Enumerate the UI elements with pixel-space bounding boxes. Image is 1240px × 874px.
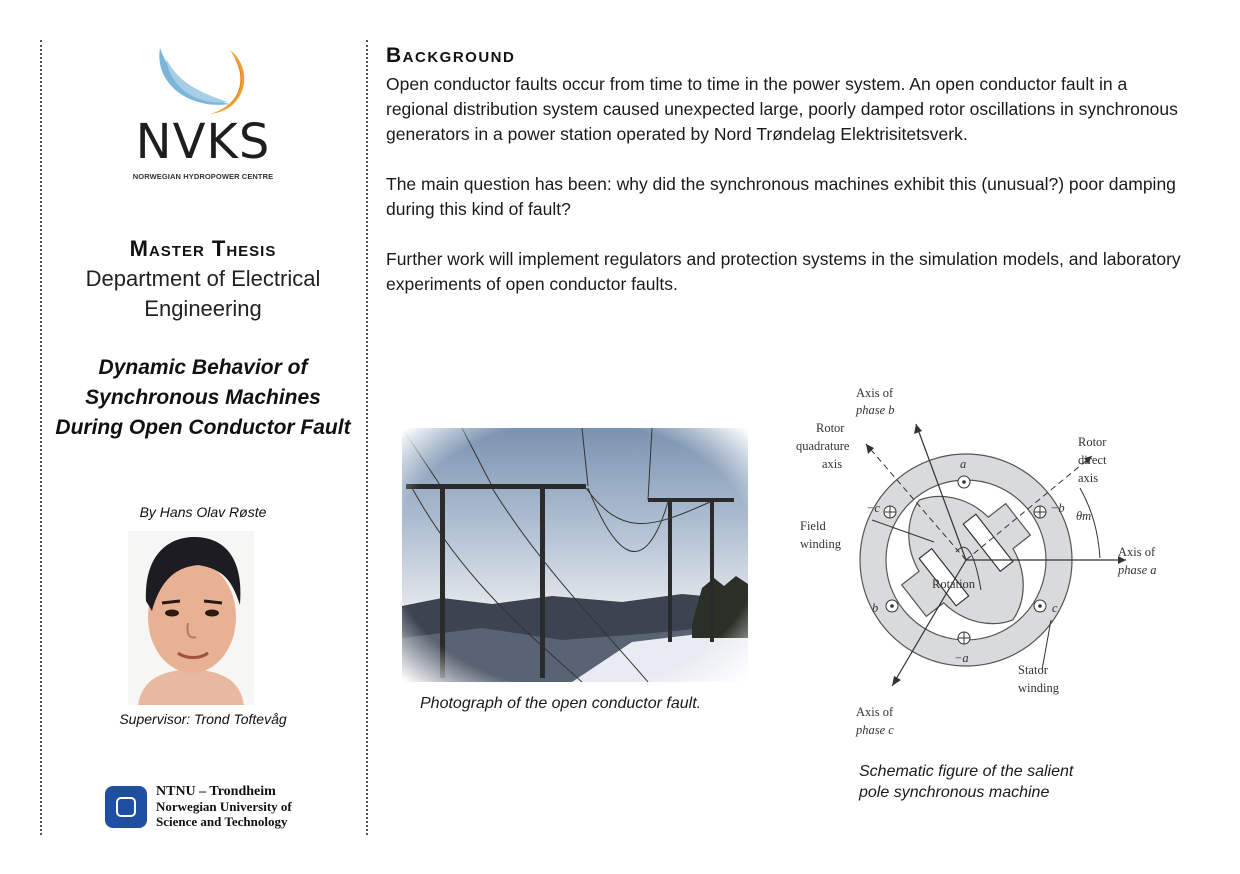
label-coil-neg-a: −a	[954, 651, 969, 665]
photo-caption: Photograph of the open conductor fault.	[420, 695, 702, 712]
label-rotor-q: quadrature	[796, 439, 850, 453]
ntnu-logo-icon	[105, 786, 147, 828]
label-field: winding	[800, 537, 841, 551]
machine-schematic	[796, 380, 1186, 740]
nvks-subtitle: NORWEGIAN HYDROPOWER CENTRE	[132, 172, 274, 181]
label-rotor-d: direct	[1078, 453, 1107, 467]
paragraph-3: Further work will implement regulators and protection systems in the simulation models, and laboratory experiments of open conductor faults.	[386, 249, 1181, 294]
left-dotted-divider	[40, 40, 42, 835]
thesis-title-line: Synchronous Machines	[85, 386, 321, 409]
background-heading: Background	[386, 44, 516, 67]
nvks-wordmark: NVKS	[135, 114, 271, 170]
ntnu-line2: Norwegian University of	[156, 799, 292, 814]
schematic-caption	[859, 761, 1139, 803]
label-field: Field	[800, 519, 826, 533]
label-rotor-q: Rotor	[816, 421, 845, 435]
thesis-title	[44, 353, 362, 443]
nvks-swoosh-icon	[130, 44, 276, 124]
label-axis-c: Axis of	[856, 705, 894, 719]
nvks-logo	[130, 44, 276, 184]
schematic-caption-line: Schematic figure of the salient	[859, 763, 1074, 780]
main-content	[386, 0, 1206, 874]
label-coil-neg-b: −b	[1050, 501, 1065, 515]
author-portrait	[128, 531, 254, 705]
label-coil-neg-c: −c	[866, 501, 880, 515]
label-rotation: Rotation	[932, 577, 976, 591]
label-axis-b: Axis of	[856, 386, 894, 400]
label-rotor-d: Rotor	[1078, 435, 1107, 449]
label-axis-a: Axis of	[1118, 545, 1156, 559]
label-rotor-q: axis	[822, 457, 843, 471]
right-dotted-divider	[366, 40, 368, 835]
ntnu-line3: Science and Technology	[156, 814, 288, 829]
label-rotor-d: axis	[1078, 471, 1099, 485]
thesis-title-line: Dynamic Behavior of	[98, 356, 308, 379]
label-axis-b: phase b	[856, 403, 895, 417]
schematic-diagram	[796, 380, 1186, 740]
department: Department of Electrical Engineering	[85, 266, 321, 321]
supervisor: Supervisor: Trond Toftevåg	[119, 711, 287, 727]
label-axis-c: phase c	[856, 723, 894, 737]
label-theta: θm	[1076, 509, 1092, 523]
paragraph-2: The main question has been: why did the synchronous machines exhibit this (unusual?) poor damping during this kind of fault?	[386, 174, 1176, 219]
label-coil-a: a	[960, 457, 967, 471]
schematic-caption-line: pole synchronous machine	[859, 784, 1050, 801]
author: By Hans Olav Røste	[139, 504, 267, 520]
label-axis-a: phase a	[1118, 563, 1157, 577]
sidebar	[44, 0, 362, 874]
label-coil-b: b	[872, 601, 879, 615]
label-stator: Stator	[1018, 663, 1048, 677]
fault-photo	[402, 428, 748, 682]
portrait-image	[128, 531, 254, 705]
thesis-title-line: During Open Conductor Fault	[55, 416, 351, 439]
label-coil-c: c	[1052, 601, 1058, 615]
fault-photo-image	[402, 428, 748, 682]
paragraph-1: Open conductor faults occur from time to time in the power system. An open conductor fault in a regional distribution system caused unexpected large, poorly damped rotor oscillations in synchronous generators in a power station operated by Nord Trøndelag Elektrisitetsverk.	[386, 74, 1178, 144]
ntnu-name: NTNU – Trondheim	[156, 784, 276, 799]
ntnu-wordmark	[156, 784, 366, 829]
thesis-kind: Master Thesis	[129, 236, 277, 261]
label-stator: winding	[1018, 681, 1059, 695]
